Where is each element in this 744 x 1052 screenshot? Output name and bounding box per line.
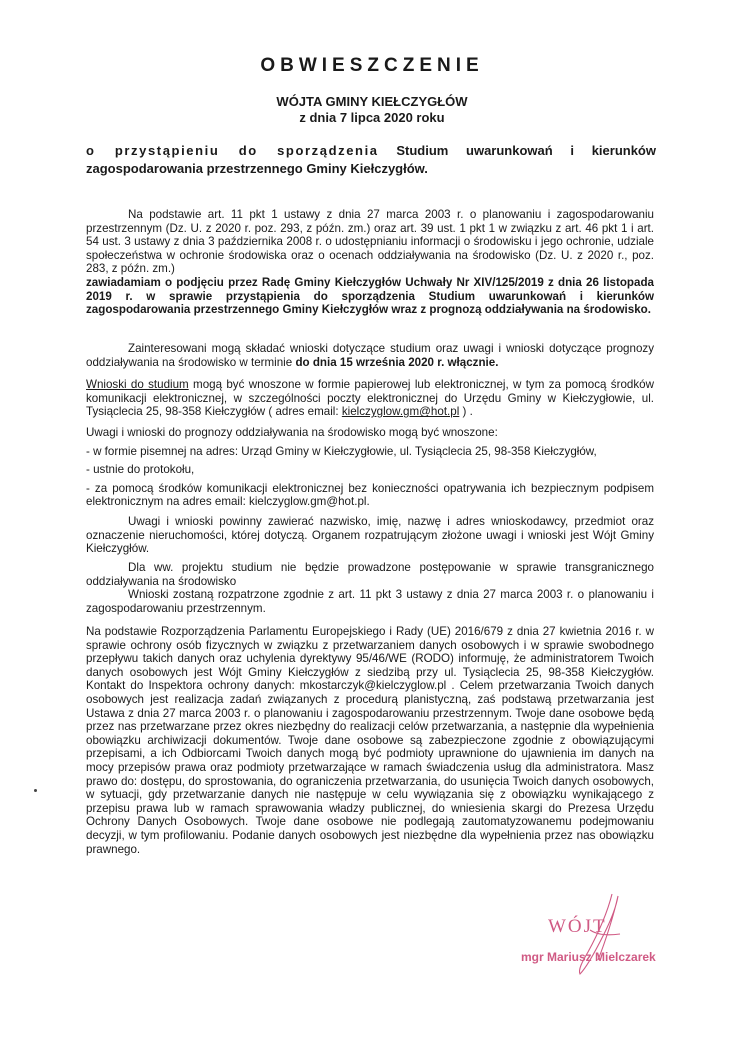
forecast-option: - w formie pisemnej na adres: Urząd Gminy w Kiełczygłowie, ul. Tysiąclecia 25, 98-358 Kiełczygłów, bbox=[86, 444, 597, 458]
subject-part-1: o przystąpieniu do sporządzenia bbox=[86, 143, 379, 158]
deadline-date: do dnia 15 września 2020 r. włącznie. bbox=[295, 355, 499, 369]
signature-role: WÓJT bbox=[548, 916, 607, 937]
announcement-paragraph: zawiadamiam o podjęciu przez Radę Gminy Kiełczygłów Uchwały Nr XIV/125/2019 z dnia 26 listopada 2019 r. w sprawie przystąpienia do sporządzenia Studium uwarunkowań i kierunków zagospodarowania przestrzennego Gminy Kiełczygłów wraz z prognozą oddziaływania na środowisko. bbox=[86, 275, 654, 317]
issuing-authority: WÓJTA GMINY KIEŁCZYGŁÓW bbox=[276, 94, 468, 109]
signature-name: mgr Mariusz Mielczarek bbox=[521, 950, 656, 964]
transboundary-paragraph: Dla ww. projektu studium nie będzie prowadzone postępowanie w sprawie transgranicznego oddziaływania na środowisko bbox=[86, 561, 654, 588]
deadline-text: Zainteresowani mogą składać wnioski dotyczące studium oraz uwagi i wnioski dotyczące prognozy oddziaływania na środowisko w terminie bbox=[86, 342, 654, 369]
study-requests-label: Wnioski do studium bbox=[86, 378, 189, 391]
requirements-paragraph: Uwagi i wnioski powinny zawierać nazwisko, imię, nazwę i adres wnioskodawcy, przedmiot oraz oznaczenie nieruchomości, której dotyczą. Organem rozpatrującym złożone uwagi i wnioski jest Wójt Gminy Kiełczygłów. bbox=[86, 515, 654, 556]
gdpr-paragraph: Na podstawie Rozporządzenia Parlamentu Europejskiego i Rady (UE) 2016/679 z dnia 27 kwietnia 2016 r. w sprawie ochrony osób fizycznych w związku z przetwarzaniem danych osobowych i w sprawie swobodnego przepływu takich danych oraz uchylenia dyrektywy 95/46/WE (RODO) informuję, że administratorem Twoich danych osobowych jest Wójt Gminy Kiełczygłów z siedzibą przy ul. Tysiąclecia 25, 98-358 Kiełczygłów. Kontakt do Inspektora ochrony danych: mkostarczyk@kielczyglow.pl . Celem przetwarzania Twoich danych osobowych jest realizacja zadań związanych z procedurą planistyczną, zaś podstawą przetwarzania jest Ustawa z dnia 27 marca 2003 r. o planowaniu i zagospodarowaniu przestrzennym. Twoje dane osobowe będą przez nas przetwarzane przez okres niezbędny do realizacji celów przetwarzania, a następnie dla wypełnienia obowiązku archiwizacji dokumentów. Twoje dane osobowe są zabezpieczone zgodnie z obowiązującymi przepisami, a ich Odbiorcami Twoich danych mogą być podmioty uprawnione do ujawnienia im danych na mocy przepisów prawa oraz podmioty przetwarzające w ramach świadczenia usług dla administratora. Masz prawo do: dostępu, do sprostowania, do ograniczenia przetwarzania, do usunięcia Twoich danych osobowych, w sytuacji, gdy przetwarzanie danych nie następuje w celu wywiązania się z obowiązku wynikającego z przepisu prawa lub w ramach sprawowania władzy publicznej, do wniesienia skargi do Prezesa Urzędu Ochrony Danych Osobowych. Twoje dane osobowe nie podlegają zautomatyzowanemu podejmowaniu decyzji, w tym profilowaniu. Podanie danych osobowych jest niezbędne dla wypełnienia przez nas obowiązku prawnego. bbox=[86, 625, 654, 856]
study-requests-end: ) . bbox=[462, 405, 473, 419]
notice-subject bbox=[86, 142, 656, 178]
procedure-section bbox=[86, 561, 654, 615]
study-requests-text: mogą być wnoszone w formie papierowej lub elektronicznej, w tym za pomocą środków komunikacji elektronicznej, w szczególności poczty elektronicznej do Urzędu Gminy w Kiełczygłowie, ul. Tysiąclecia 25, 98-358 Kiełczygłów ( adres email: bbox=[86, 378, 654, 419]
study-requests-email-link[interactable]: kielczyglow.gm@hot.pl bbox=[341, 405, 460, 419]
document-subtitle bbox=[0, 94, 744, 126]
forecast-intro: Uwagi i wnioski do prognozy oddziaływania na środowisko mogą być wnoszone: bbox=[86, 426, 498, 439]
forecast-option: - za pomocą środków komunikacji elektronicznej bez konieczności opatrywania ich bezpiecznym podpisem elektronicznym na adres email: kielczyglow.gm@hot.pl. bbox=[86, 481, 654, 509]
scan-dot bbox=[34, 789, 37, 792]
forecast-option: - ustnie do protokołu, bbox=[86, 463, 195, 477]
review-paragraph: Wnioski zostaną rozpatrzone zgodnie z art. 11 pkt 3 ustawy z dnia 27 marca 2003 r. o planowaniu i zagospodarowaniu przestrzennym. bbox=[86, 588, 654, 615]
study-requests-paragraph bbox=[86, 378, 654, 419]
document-title: OBWIESZCZENIE bbox=[260, 55, 484, 76]
legal-basis-paragraph: Na podstawie art. 11 pkt 1 ustawy z dnia 27 marca 2003 r. o planowaniu i zagospodarowaniu przestrzennym (Dz. U. z 2020 r. poz. 293, z późn. zm.) oraz art. 39 ust. 1 pkt 1 w związku z art. 46 pkt 1 i art. 54 ust. 3 ustawy z dnia 3 października 2008 r. o udostępnianiu informacji o środowisku i jego ochronie, udziale społeczeństwa w ochronie środowiska oraz o ocenach oddziaływania na środowisko (Dz. U. z 2020 r., poz. 283, z późn. zm.) bbox=[86, 208, 654, 276]
legal-basis-section bbox=[86, 208, 654, 317]
deadline-paragraph bbox=[86, 342, 654, 369]
issue-date: z dnia 7 lipca 2020 roku bbox=[299, 110, 445, 125]
subject-part-2: Studium uwarunkowań i kierunków zagospodarowania przestrzennego Gminy Kiełczygłów. bbox=[86, 143, 656, 176]
forecast-section bbox=[86, 426, 654, 509]
